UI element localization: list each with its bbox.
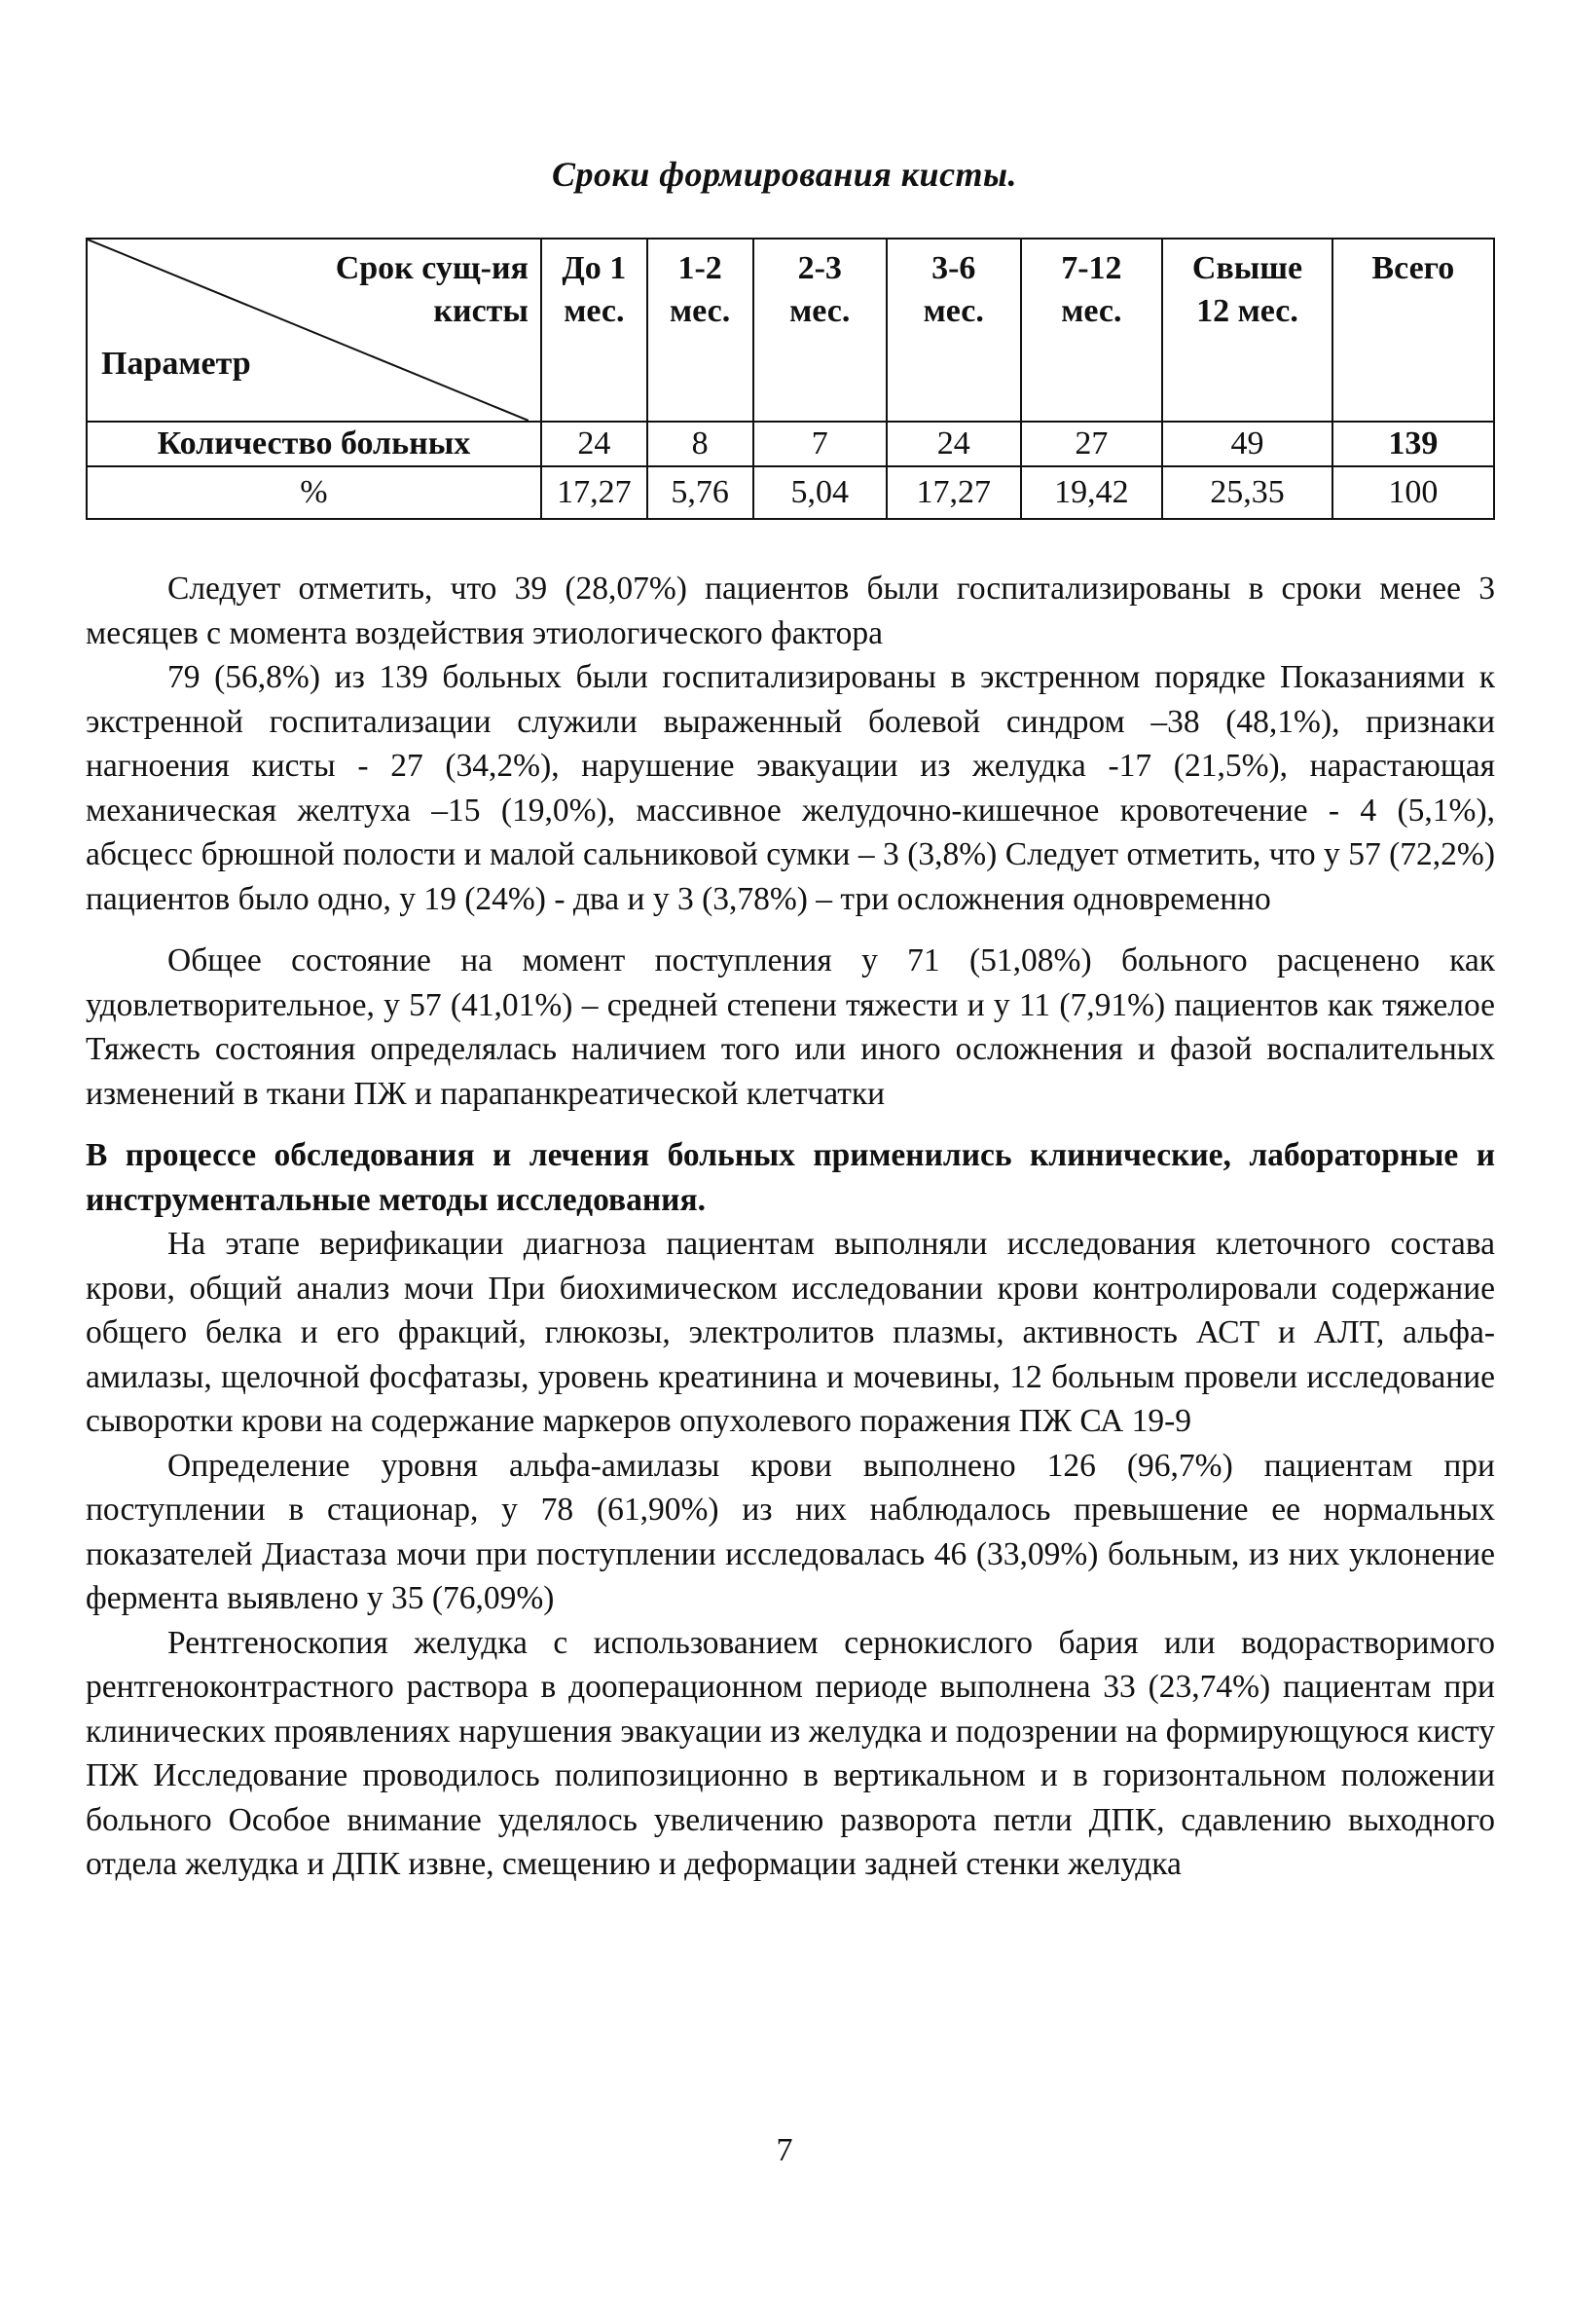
corner-term-label: Срок сущ-ия кисты — [335, 250, 529, 329]
table-cell-total: 100 — [1332, 466, 1494, 519]
table-corner-cell — [87, 239, 541, 422]
body-text — [86, 567, 1495, 1887]
table-cell: 24 — [887, 422, 1021, 466]
table-title: Сроки формирования кисты. — [551, 155, 1018, 194]
column-header: 3-6 мес. — [887, 239, 1021, 422]
corner-parameter-label: Параметр — [101, 346, 251, 382]
column-header: 1-2 мес. — [647, 239, 753, 422]
table-cell: 19,42 — [1021, 466, 1163, 519]
table-cell: 7 — [753, 422, 888, 466]
table-cell: 8 — [647, 422, 753, 466]
column-header: Свыше 12 мес. — [1162, 239, 1332, 422]
table-cell: 17,27 — [541, 466, 647, 519]
paragraph: 79 (56,8%) из 139 больных были госпитализированы в экстренном порядке Показаниями к экстренной госпитализации служили выраженный болевой синдром –38 (48,1%), признаки нагноения кисты - 27 (34,2%), нарушение эвакуации из желудка -17 (21,5%), нарастающая механическая желтуха –15 (19,0%), массивное желудочно-кишечное кровотечение - 4 (5,1%), абсцесс брюшной полости и малой сальниковой сумки – 3 (3,8%) Следует отметить, что у 57 (72,2%) пациентов было одно, у 19 (24%) - два и у 3 (3,78%) – три осложнения одновременно — [86, 659, 1495, 917]
column-header: Всего — [1332, 239, 1494, 422]
table-cell: 17,27 — [887, 466, 1021, 519]
table-cell: 25,35 — [1162, 466, 1332, 519]
table-cell: 5,76 — [647, 466, 753, 519]
table-row — [87, 422, 1494, 466]
table-cell: 24 — [541, 422, 647, 466]
paragraph: На этапе верификации диагноза пациентам выполняли исследования клеточного состава крови, общий анализ мочи При биохимическом исследовании крови контролировали содержание общего белка и его фракций, глюкозы, электролитов плазмы, активность АСТ и АЛТ, альфа-амилазы, щелочной фосфатазы, уровень креатинина и мочевины, 12 больным провели исследование сыворотки крови на содержание маркеров опухолевого поражения ПЖ СА 19-9 — [86, 1226, 1495, 1439]
table-cell-total: 139 — [1332, 422, 1494, 466]
table-row — [87, 466, 1494, 519]
column-header: 2-3 мес. — [753, 239, 888, 422]
column-header: 7-12 мес. — [1021, 239, 1163, 422]
paragraph: Общее состояние на момент поступления у 71 (51,08%) больного расценено как удовлетворительное, у 57 (41,01%) – средней степени тяжести и у 11 (7,91%) пациентов как тяжелое Тяжесть состояния определялась наличием того или иного осложнения и фазой воспалительных изменений в ткани ПЖ и парапанкреатической клетчатки — [86, 942, 1495, 1112]
table-cell: 27 — [1021, 422, 1163, 466]
row-label: % — [87, 466, 541, 519]
paragraph: Определение уровня альфа-амилазы крови выполнено 126 (96,7%) пациентам при поступлении в стационар, у 78 (61,90%) из них наблюдалось превышение ее нормальных показателей Диастаза мочи при поступлении исследовалась 46 (33,09%) больным, из них уклонение фермента выявлено у 35 (76,09%) — [86, 1447, 1495, 1616]
row-label: Количество больных — [87, 422, 541, 466]
page-number: 7 — [776, 2132, 793, 2168]
column-header: До 1 мес. — [541, 239, 647, 422]
table-header-row — [87, 239, 1494, 422]
section-heading: В процессе обследования и лечения больных применились клинические, лабораторные и инструментальные методы исследования. — [86, 1137, 1495, 1218]
table-cell: 5,04 — [753, 466, 888, 519]
paragraph: Рентгеноскопия желудка с использованием сернокислого бария или водорастворимого рентгеноконтрастного раствора в дооперационном периоде выполнена 33 (23,74%) пациентам при клинических проявлениях нарушения эвакуации из желудка и подозрении на формирующуюся кисту ПЖ Исследование проводилось полипозиционно в вертикальном и в горизонтальном положении больного Особое внимание уделялось увеличению разворота петли ДПК, сдавлению выходного отдела желудка и ДПК извне, смещению и деформации задней стенки желудка — [86, 1624, 1495, 1882]
paragraph: Следует отметить, что 39 (28,07%) пациентов были госпитализированы в сроки менее 3 месяцев с момента воздействия этиологического фактора — [86, 571, 1495, 651]
table-cell: 49 — [1162, 422, 1332, 466]
cyst-formation-table — [86, 238, 1495, 520]
